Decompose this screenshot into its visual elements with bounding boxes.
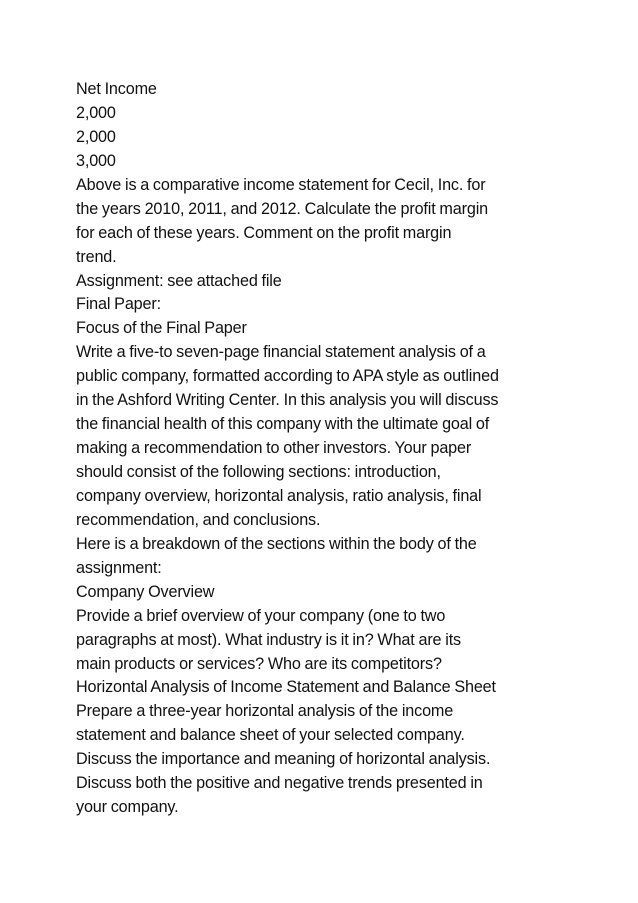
text-line: Discuss the importance and meaning of horizontal analysis. <box>76 750 491 769</box>
line-net-income-heading: Net Income <box>76 80 157 98</box>
text-line: statement and balance sheet of your selected company. <box>76 726 465 745</box>
line-final-paper-heading: Final Paper: <box>76 295 161 314</box>
text-line: in the Ashford Writing Center. In this analysis you will discuss <box>76 391 499 410</box>
text-line: recommendation, and conclusions. <box>76 510 321 529</box>
text-line: public company, formatted according to APA style as outlined <box>76 367 499 386</box>
line-horizontal-analysis-heading: Horizontal Analysis of Income Statement and Balance Sheet <box>76 678 496 697</box>
line-focus-heading: Focus of the Final Paper <box>76 319 247 338</box>
text-line: your company. <box>76 798 179 817</box>
text-line: Write a five-to seven-page financial statement analysis of a <box>76 343 486 362</box>
text-line: the financial health of this company with the ultimate goal of <box>76 415 490 434</box>
text-line: trend. <box>76 247 117 266</box>
text-line: the years 2010, 2011, and 2012. Calculate the profit margin <box>76 199 488 218</box>
text-line: Provide a brief overview of your company (one to two <box>76 606 446 625</box>
line-company-overview-heading: Company Overview <box>76 582 215 601</box>
text-line: assignment: <box>76 558 162 577</box>
text-line: paragraphs at most). What industry is it in? What are its <box>76 630 461 649</box>
text-line: Prepare a three-year horizontal analysis of the income <box>76 702 454 721</box>
text-line: Here is a breakdown of the sections within the body of the <box>76 534 477 553</box>
text-line: Above is a comparative income statement for Cecil, Inc. for <box>76 175 486 194</box>
text-line: for each of these years. Comment on the profit margin <box>76 223 452 242</box>
text-line: main products or services? Who are its competitors? <box>76 654 442 673</box>
text-line: company overview, horizontal analysis, ratio analysis, final <box>76 486 482 505</box>
text-line: Discuss both the positive and negative trends presented in <box>76 774 483 793</box>
document-body <box>76 78 561 820</box>
line-income-value-2: 2,000 <box>76 127 116 146</box>
line-assignment: Assignment: see attached file <box>76 271 282 290</box>
line-income-value-1: 2,000 <box>76 103 116 122</box>
text-line: should consist of the following sections: introduction, <box>76 463 441 481</box>
line-income-value-3: 3,000 <box>76 151 116 170</box>
text-line: making a recommendation to other investors. Your paper <box>76 439 472 458</box>
